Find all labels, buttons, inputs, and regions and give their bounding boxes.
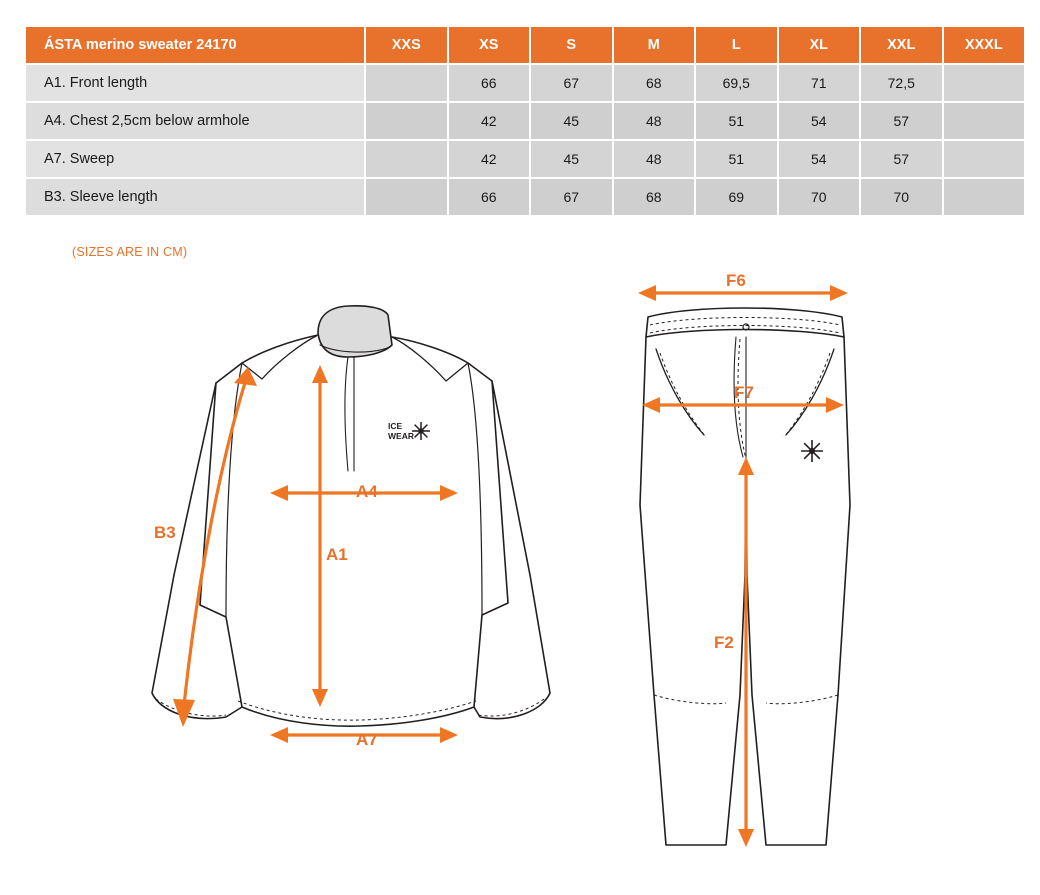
measurement-value: 57	[860, 140, 943, 178]
label-a4: A4	[356, 482, 378, 501]
pants-figure	[600, 271, 920, 865]
measurement-value	[365, 64, 448, 102]
size-table-body	[25, 64, 1025, 216]
measurement-value: 69,5	[695, 64, 778, 102]
label-a1: A1	[326, 545, 348, 564]
table-row	[25, 140, 1025, 178]
label-b3: B3	[154, 523, 176, 542]
measurement-value: 51	[695, 102, 778, 140]
measurement-value	[365, 178, 448, 216]
table-row	[25, 64, 1025, 102]
table-row	[25, 102, 1025, 140]
measurement-label: A7. Sweep	[25, 140, 365, 178]
svg-text:ICE: ICE	[388, 421, 403, 431]
label-f6: F6	[726, 271, 746, 290]
measurement-value: 57	[860, 102, 943, 140]
icewear-logo	[388, 421, 430, 441]
size-header-xxl: XXL	[860, 26, 943, 64]
measurement-value: 42	[448, 140, 531, 178]
size-header-xxxl: XXXL	[943, 26, 1026, 64]
measurement-value: 67	[530, 64, 613, 102]
units-note: (SIZES ARE IN CM)	[72, 245, 188, 259]
measurement-value: 66	[448, 178, 531, 216]
measurement-value	[943, 102, 1026, 140]
product-name-header: ÁSTA merino sweater 24170	[25, 26, 365, 64]
measurement-value: 71	[778, 64, 861, 102]
measurement-label: B3. Sleeve length	[25, 178, 365, 216]
measurement-value: 67	[530, 178, 613, 216]
measurement-value: 66	[448, 64, 531, 102]
measurement-value: 51	[695, 140, 778, 178]
measurement-value: 45	[530, 140, 613, 178]
measurement-value: 69	[695, 178, 778, 216]
size-table-container	[24, 25, 1024, 217]
table-row	[25, 178, 1025, 216]
label-f2: F2	[714, 633, 734, 652]
size-table	[24, 25, 1026, 217]
size-header-s: S	[530, 26, 613, 64]
measurement-label: A1. Front length	[25, 64, 365, 102]
measurement-value	[943, 64, 1026, 102]
size-header-xl: XL	[778, 26, 861, 64]
measurement-label: A4. Chest 2,5cm below armhole	[25, 102, 365, 140]
measurement-value	[943, 140, 1026, 178]
size-header-xxs: XXS	[365, 26, 448, 64]
size-header-l: L	[695, 26, 778, 64]
size-header-m: M	[613, 26, 696, 64]
measurement-value: 54	[778, 140, 861, 178]
measurement-value: 45	[530, 102, 613, 140]
measurement-value: 54	[778, 102, 861, 140]
measurement-value	[365, 140, 448, 178]
table-header-row	[25, 26, 1025, 64]
measurement-value	[365, 102, 448, 140]
sweater-illustration	[130, 275, 570, 785]
measurement-value: 68	[613, 178, 696, 216]
size-table-header	[25, 26, 1025, 64]
measurement-value: 72,5	[860, 64, 943, 102]
measurement-value: 48	[613, 140, 696, 178]
size-header-xs: XS	[448, 26, 531, 64]
pants-illustration	[600, 275, 920, 865]
label-f7: F7	[734, 383, 754, 402]
label-a7: A7	[356, 730, 378, 749]
measurement-value	[943, 178, 1026, 216]
measurement-value: 70	[860, 178, 943, 216]
measurement-value: 68	[613, 64, 696, 102]
garment-diagrams	[0, 271, 1040, 890]
measurement-value: 70	[778, 178, 861, 216]
icewear-snowflake-icon	[801, 440, 823, 462]
measurement-value: 42	[448, 102, 531, 140]
svg-text:WEAR: WEAR	[388, 431, 414, 441]
sweater-figure	[130, 275, 570, 785]
measurement-value: 48	[613, 102, 696, 140]
